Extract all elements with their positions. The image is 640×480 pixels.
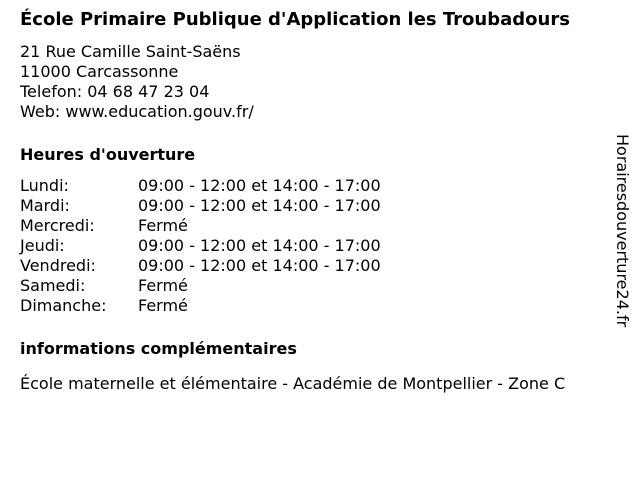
day-label: Samedi: [20,276,86,295]
day-hours: 09:00 - 12:00 et 14:00 - 17:00 [138,256,381,275]
hours-row-wednesday [20,216,616,236]
day-label: Mardi: [20,196,70,215]
day-label: Jeudi: [20,236,65,255]
hours-row-friday [20,256,616,276]
phone-number: Telefon: 04 68 47 23 04 [20,82,210,101]
street-address: 21 Rue Camille Saint-Saëns [20,42,241,61]
additional-info-text: École maternelle et élémentaire - Académie de Montpellier - Zone C [20,374,566,393]
day-hours: Fermé [138,216,188,235]
day-label: Lundi: [20,176,69,195]
postal-city: 11000 Carcassonne [20,62,179,81]
day-hours: 09:00 - 12:00 et 14:00 - 17:00 [138,236,381,255]
school-info-card [20,9,616,394]
hours-row-saturday [20,276,616,296]
day-label: Mercredi: [20,216,95,235]
hours-row-monday [20,176,616,196]
address-block [20,42,616,122]
additional-info-heading: informations complémentaires [20,339,297,358]
opening-hours-heading: Heures d'ouverture [20,145,196,164]
day-label: Vendredi: [20,256,96,275]
school-name-title: École Primaire Publique d'Application les Troubadours [20,9,570,30]
website-line: Web: www.education.gouv.fr/ [20,102,254,121]
hours-row-thursday [20,236,616,256]
opening-hours-table [20,176,616,316]
hours-row-sunday [20,296,616,316]
day-hours: Fermé [138,296,188,315]
day-hours: 09:00 - 12:00 et 14:00 - 17:00 [138,176,381,195]
day-label: Dimanche: [20,296,107,315]
day-hours: Fermé [138,276,188,295]
hours-row-tuesday [20,196,616,216]
day-hours: 09:00 - 12:00 et 14:00 - 17:00 [138,196,381,215]
site-watermark: Horairesdouverture24.fr [613,134,632,328]
